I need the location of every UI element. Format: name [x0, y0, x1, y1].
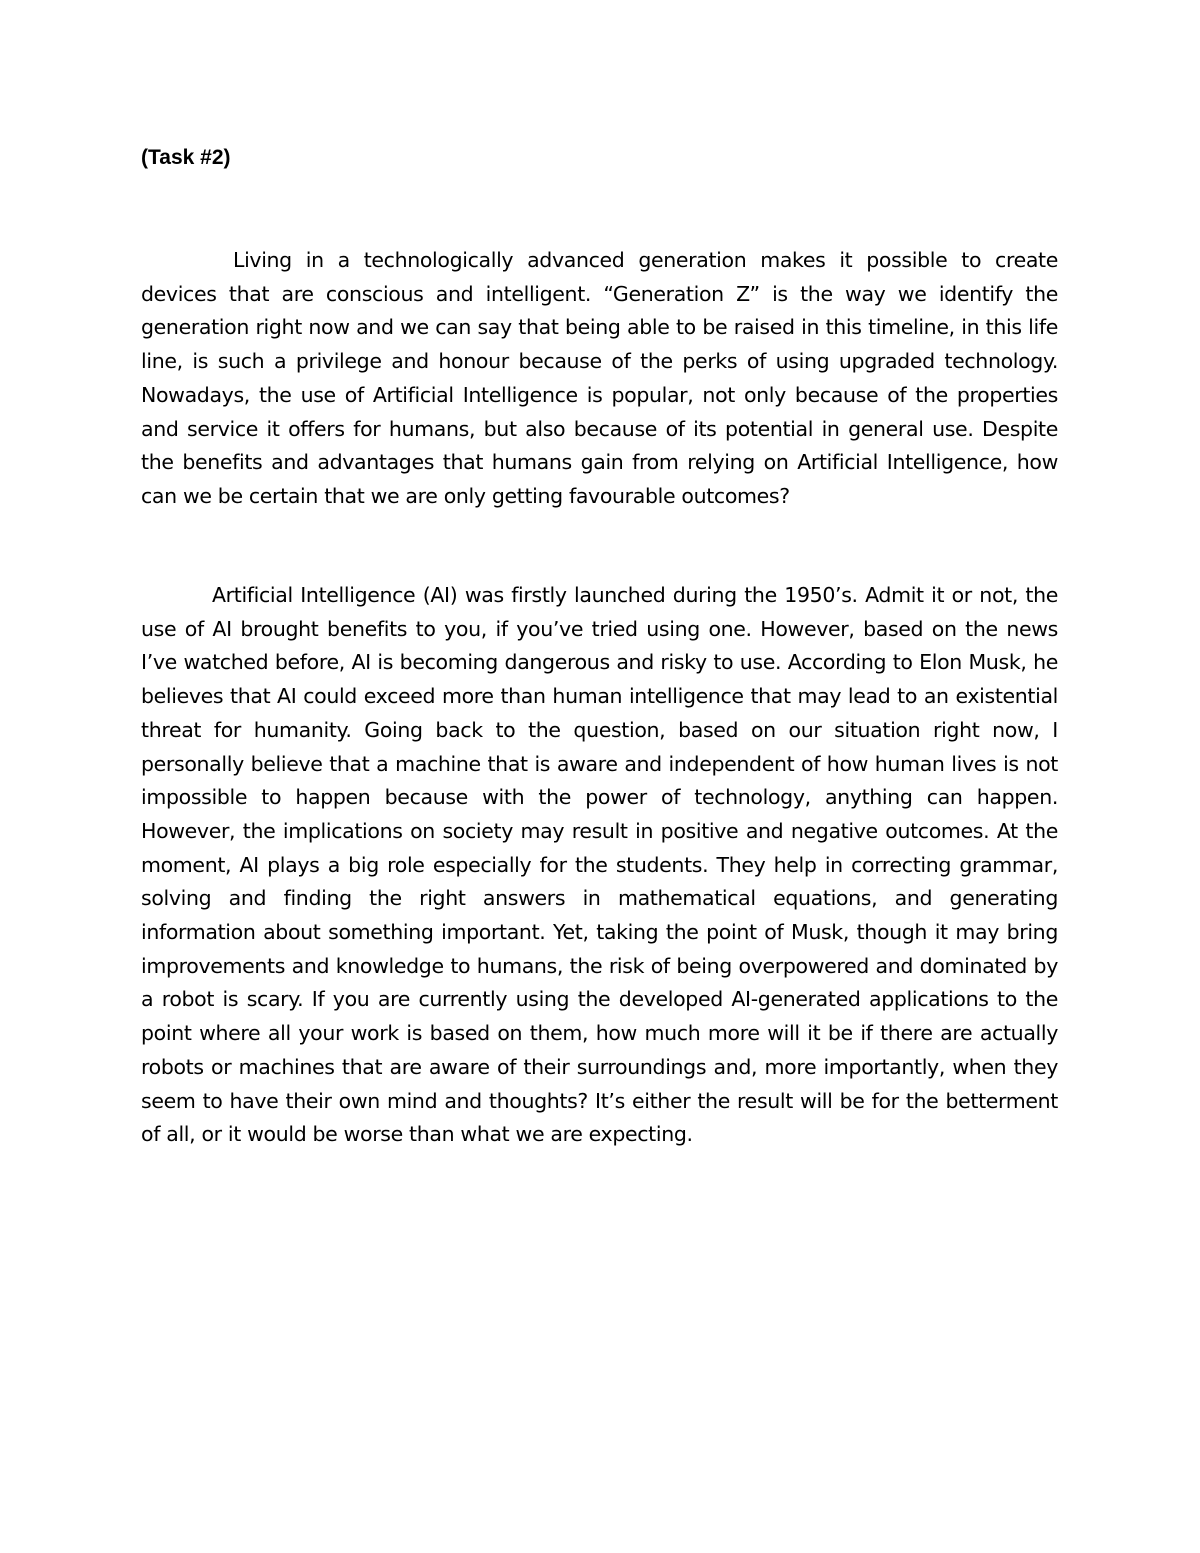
task-heading: (Task #2)	[141, 146, 231, 169]
body-paragraph-1: Living in a technologically advanced generation makes it possible to create devices that are conscious and intelligent. “Generation Z” is the way we identify the generation right now and we can say that being able to be raised in this timeline, in this life line, is such a privilege and honour because of the perks of using upgraded technology. Nowadays, the use of Artificial Intelligence is popular, not only because of the properties and service it offers for humans, but also because of its potential in general use. Despite the benefits and advantages that humans gain from relying on Artificial Intelligence, how can we be certain that we are only getting favourable outcomes?	[141, 248, 1058, 508]
body-paragraph-2: Artificial Intelligence (AI) was firstly launched during the 1950’s. Admit it or not, the use of AI brought benefits to you, if you’ve tried using one. However, based on the news I’ve watched before, AI is becoming dangerous and risky to use. According to Elon Musk, he believes that AI could exceed more than human intelligence that may lead to an existential threat for humanity. Going back to the question, based on our situation right now, I personally believe that a machine that is aware and independent of how human lives is not impossible to happen because with the power of technology, anything can happen. However, the implications on society may result in positive and negative outcomes. At the moment, AI plays a big role especially for the students. They help in correcting grammar, solving and finding the right answers in mathematical equations, and generating information about something important. Yet, taking the point of Musk, though it may bring improvements and knowledge to humans, the risk of being overpowered and dominated by a robot is scary. If you are currently using the developed AI-generated applications to the point where all your work is based on them, how much more will it be if there are actually robots or machines that are aware of their surroundings and, more importantly, when they seem to have their own mind and thoughts? It’s either the result will be for the betterment of all, or it would be worse than what we are expecting.	[141, 583, 1058, 1147]
